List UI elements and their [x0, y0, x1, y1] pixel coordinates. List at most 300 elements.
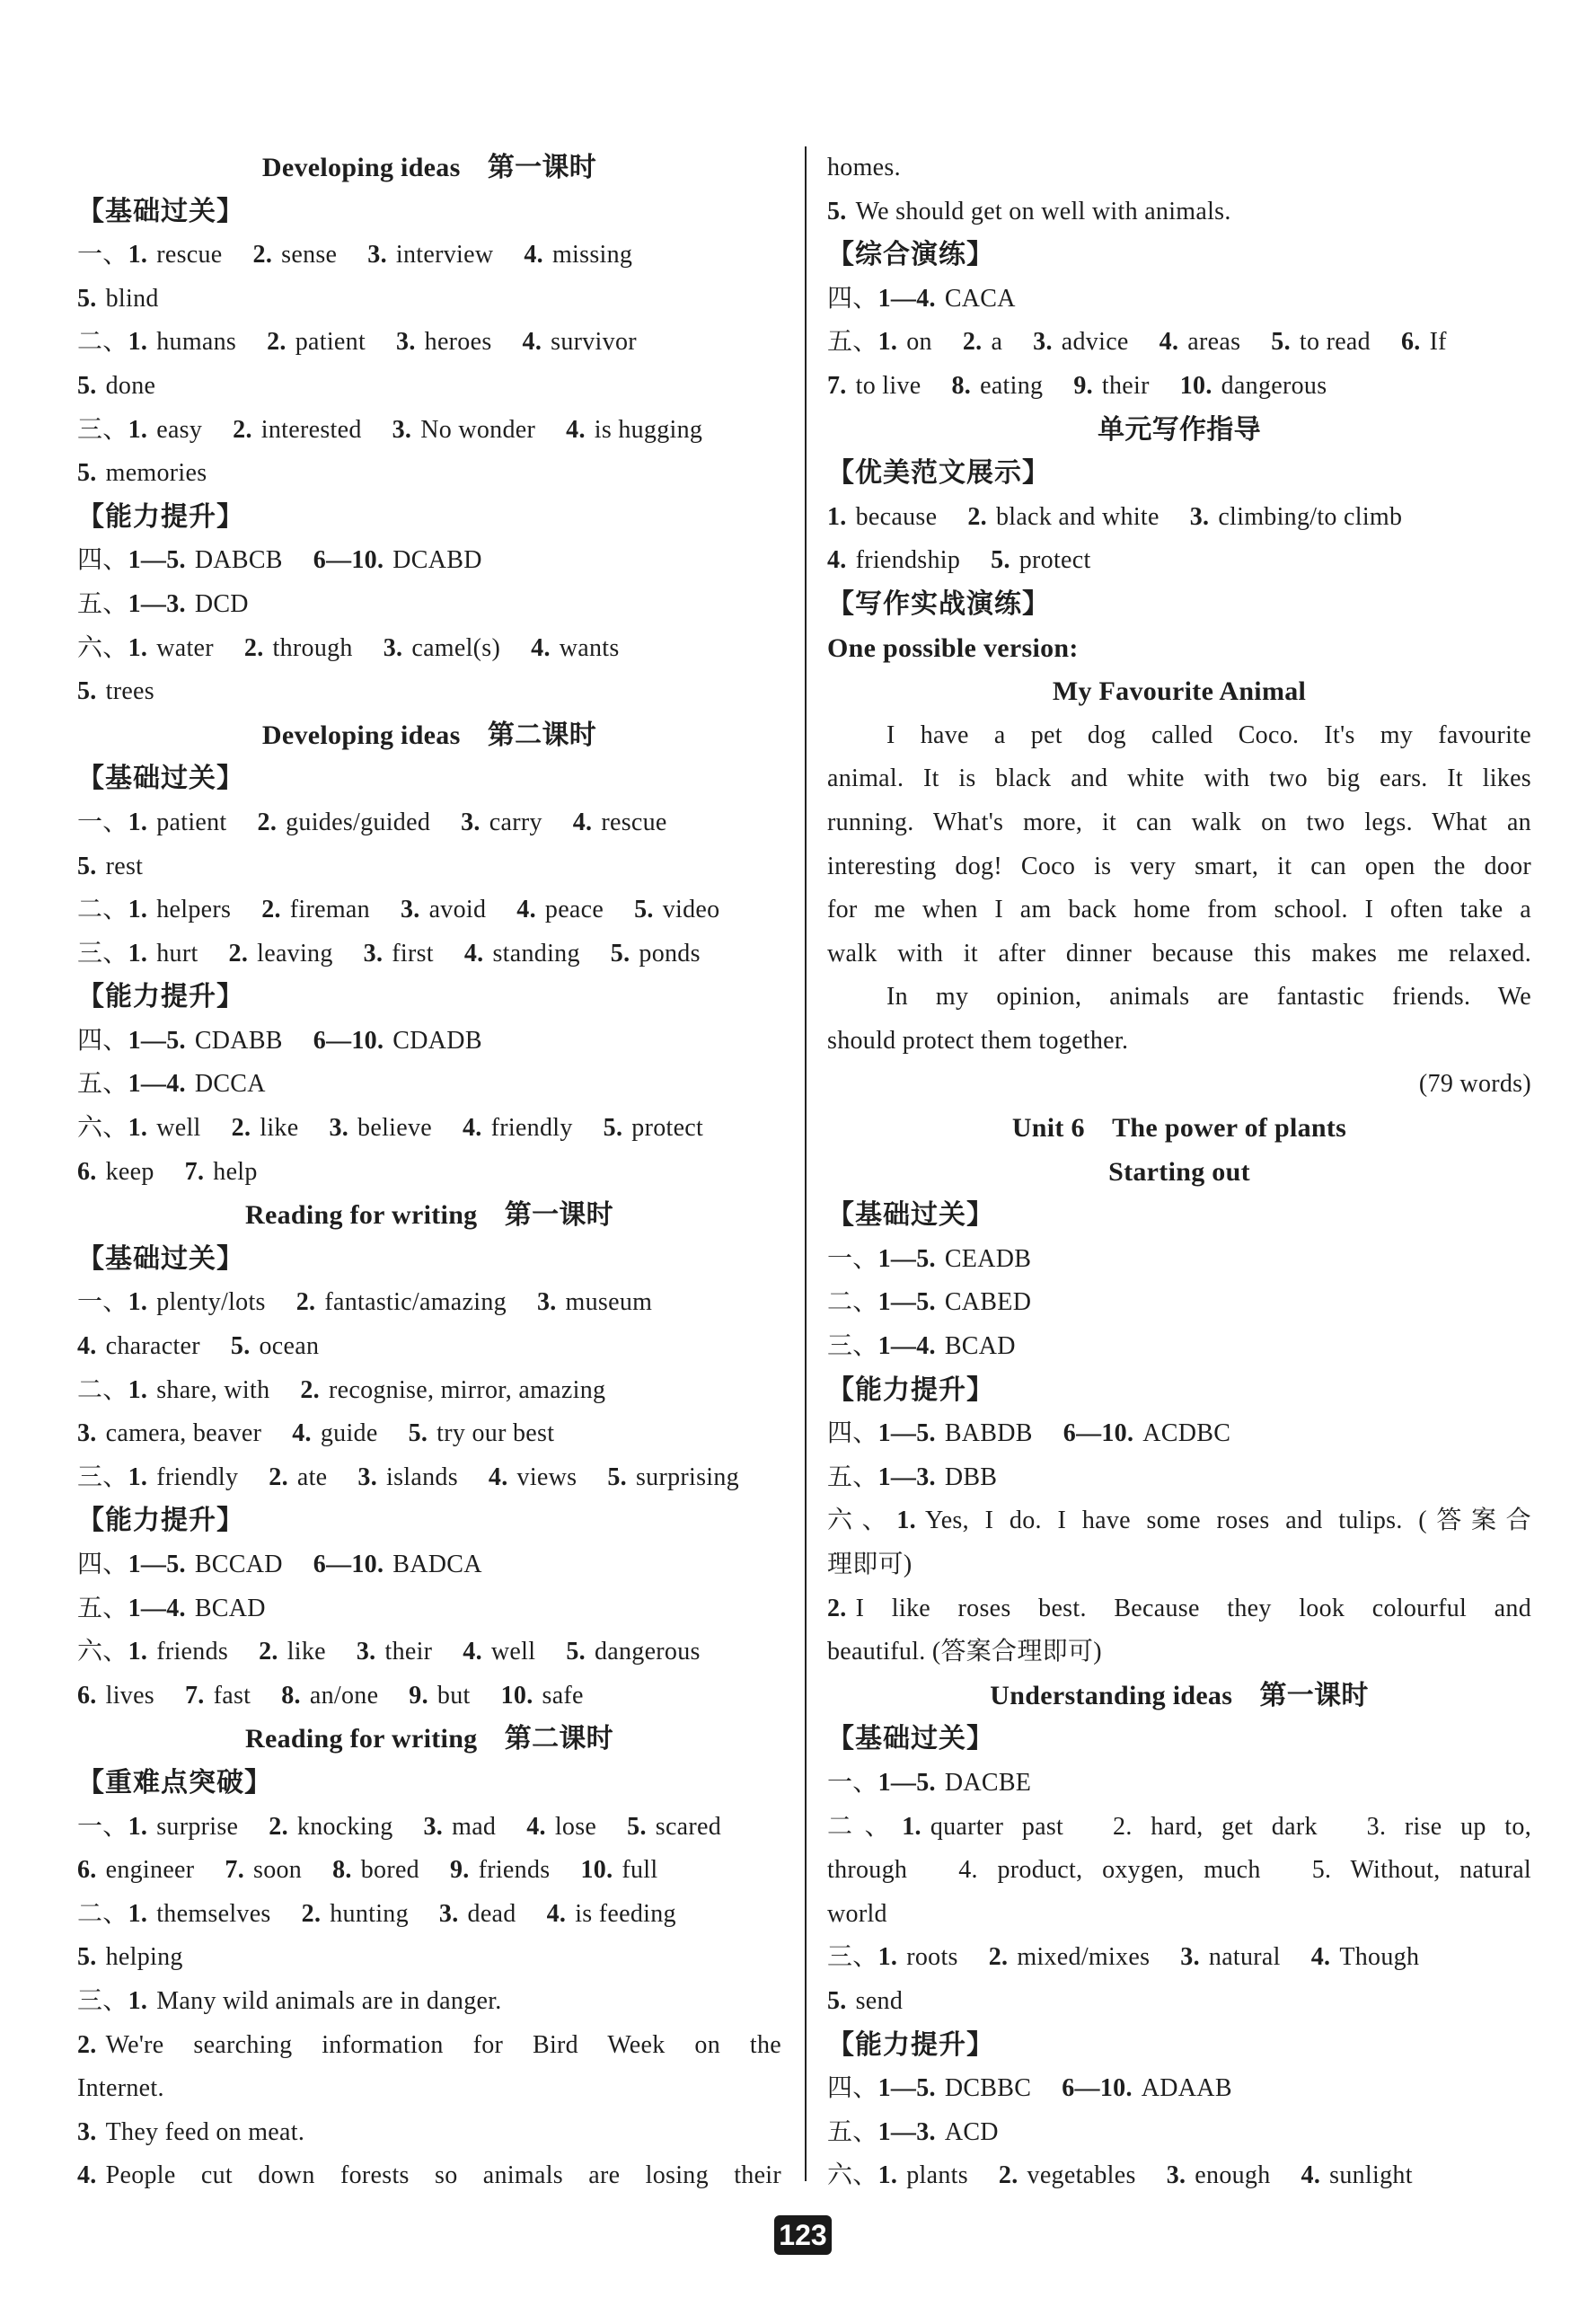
answer-number: 3.	[423, 1812, 444, 1841]
answer-text: roots	[906, 1943, 958, 1972]
question-group-label: 三、	[77, 1462, 128, 1491]
answer-number: 1—5.	[128, 1551, 186, 1578]
answer-number: 3.	[536, 1288, 557, 1317]
answer-item	[611, 932, 701, 976]
answer-item	[77, 1325, 200, 1369]
answer-text: islands	[386, 1462, 458, 1491]
answer-line	[77, 845, 781, 889]
answer-text: guide	[320, 1419, 378, 1448]
answer-number: 1.	[128, 1114, 148, 1143]
answer-number: 2.	[257, 808, 278, 836]
answer-text: like	[287, 1638, 326, 1666]
answer-number: 4.	[77, 1332, 97, 1361]
answer-item	[225, 1849, 302, 1893]
answer-item	[77, 2111, 304, 2155]
answer-text: ocean	[259, 1332, 320, 1361]
answer-number: 5.	[566, 1638, 586, 1666]
answer-line	[827, 1281, 1531, 1325]
question-group-label: 四、	[77, 1026, 128, 1055]
answer-item	[128, 234, 223, 278]
answer-item	[1301, 2154, 1413, 2198]
answer-line	[77, 1543, 781, 1587]
answer-number: 1.	[128, 1288, 148, 1317]
answer-text: BCAD	[944, 1332, 1016, 1361]
answer-line	[77, 1151, 781, 1195]
answer-text: carry	[489, 808, 542, 836]
section-heading: Developing ideas 第二课时	[261, 720, 597, 750]
answer-number: 1—3.	[128, 589, 186, 618]
answer-number: 1—5.	[128, 546, 186, 575]
answer-number: 4.	[1301, 2161, 1321, 2190]
answer-number: 2.	[228, 939, 249, 968]
answer-number: 1—5.	[877, 1244, 936, 1273]
answer-item	[409, 1412, 555, 1456]
answer-number: 3.	[363, 939, 384, 968]
answer-text: bored	[360, 1856, 419, 1885]
exercise-section-label: 【基础过关】	[827, 1200, 994, 1231]
exercise-section-label: 【能力提升】	[827, 1374, 994, 1405]
question-group-label: 五、	[77, 589, 128, 618]
answer-number: 1—4.	[128, 1070, 186, 1099]
answer-number: 2.	[269, 1462, 288, 1491]
answer-line	[77, 1587, 781, 1631]
answer-item	[281, 1675, 378, 1719]
answer-item	[300, 1369, 605, 1413]
answer-number: 2.	[827, 1594, 847, 1622]
answer-number: 7.	[827, 371, 847, 400]
answer-text: fantastic/amazing	[324, 1288, 507, 1317]
answer-text: ate	[296, 1462, 328, 1491]
answer-line	[77, 1849, 781, 1893]
answer-line	[77, 321, 781, 365]
answer-item	[128, 1980, 502, 2024]
answer-item	[409, 1675, 470, 1719]
exercise-section-label: 【优美范文展示】	[827, 458, 1050, 489]
answer-number: 1—3.	[877, 2117, 936, 2146]
answer-text: friends	[156, 1638, 229, 1666]
answer-line: should protect them together.	[827, 1026, 1129, 1055]
answer-line	[827, 1325, 1531, 1369]
answer-item	[526, 1806, 596, 1850]
answer-item	[128, 627, 214, 671]
answer-line	[827, 2111, 1531, 2155]
answer-item	[185, 1675, 251, 1719]
answer-number: 3.	[1166, 2161, 1186, 2190]
exercise-section-label: 【写作实战演练】	[827, 588, 1050, 619]
answer-item	[580, 1849, 657, 1893]
essay-line: walk with it after dinner because this makes me relaxed.	[827, 939, 1531, 968]
answer-item	[464, 932, 580, 976]
answer-line	[77, 452, 781, 496]
answer-number: 1—4.	[877, 1332, 936, 1361]
answer-number: 1.	[827, 502, 847, 531]
answer-number: 4.	[524, 241, 543, 270]
answer-line	[827, 1238, 1531, 1282]
answer-item	[1073, 365, 1149, 409]
answer-item	[332, 1849, 419, 1893]
answer-number: 5.	[610, 939, 630, 968]
answer-item	[878, 1936, 958, 1980]
answer-line: 理即可)	[827, 1551, 913, 1578]
answer-item	[878, 1412, 1033, 1456]
answer-text: CACA	[944, 284, 1016, 313]
answer-number: 5.	[77, 1943, 97, 1972]
answer-text: camera, beaver	[105, 1419, 262, 1448]
answer-item	[329, 1107, 432, 1151]
exercise-section-label: 【综合演练】	[827, 240, 994, 270]
answer-item	[501, 1675, 584, 1719]
answer-item	[963, 321, 1002, 365]
answer-text: plants	[906, 2161, 968, 2190]
answer-number: 6—10.	[1062, 2074, 1133, 2103]
essay-line: In my opinion, animals are fantastic friends. We	[886, 983, 1531, 1012]
question-group-label: 一、	[827, 1244, 878, 1273]
answer-text: CDABB	[194, 1026, 283, 1055]
answer-number: 7.	[185, 1681, 205, 1710]
answer-number: 5.	[827, 1986, 847, 2015]
question-group-label: 五、	[827, 2117, 878, 2146]
answer-text: BCAD	[194, 1594, 266, 1622]
section-heading: Starting out	[1108, 1156, 1250, 1187]
answer-number: 6—10.	[1063, 1419, 1134, 1448]
answer-text: well	[156, 1114, 201, 1143]
answer-number: 5.	[634, 896, 654, 924]
answer-number: 1.	[128, 415, 148, 444]
answer-text: views	[516, 1462, 578, 1491]
exercise-section-label: 【基础过关】	[77, 196, 244, 226]
answer-number: 4.	[546, 1899, 567, 1928]
section-heading: 单元写作指导	[1098, 414, 1261, 445]
answer-item	[604, 1107, 703, 1151]
exercise-section-label: 【重难点突破】	[77, 1767, 272, 1798]
answer-text: patient	[156, 808, 227, 836]
answer-item	[878, 278, 1016, 322]
answer-item	[573, 801, 667, 845]
answer-item	[128, 1806, 239, 1850]
answer-text: wants	[559, 633, 620, 662]
answer-number: 2.	[301, 1899, 322, 1928]
answer-number: 3.	[77, 2117, 97, 2146]
answer-item	[878, 1281, 1032, 1325]
answer-number: 3.	[356, 1638, 376, 1666]
answer-text: done	[105, 371, 156, 400]
answer-number: 3.	[329, 1114, 349, 1143]
answer-item	[827, 190, 1231, 234]
question-group-label: 五、	[827, 328, 878, 357]
answer-number: 3.	[367, 241, 387, 270]
answer-item	[313, 1020, 482, 1064]
answer-text: ACDBC	[1142, 1419, 1231, 1448]
question-group-label: 六、	[827, 1507, 897, 1535]
answer-number: 8.	[281, 1681, 301, 1710]
answer-text: Many wild animals are in danger.	[156, 1986, 502, 2015]
answer-text: on	[906, 328, 932, 357]
answer-item	[229, 932, 333, 976]
answer-text: because	[855, 502, 938, 531]
answer-item	[450, 1849, 550, 1893]
answer-number: 3.	[461, 808, 481, 836]
answer-text: standing	[492, 939, 580, 968]
answer-item	[231, 1325, 319, 1369]
essay-line: I have a pet dog called Coco. It's my favourite	[886, 720, 1531, 749]
answer-text: mad	[452, 1812, 497, 1841]
answer-item	[128, 1281, 266, 1325]
answer-item	[1190, 496, 1403, 540]
answer-line	[77, 1630, 781, 1675]
answer-text: sense	[281, 241, 338, 270]
answer-number: 2.	[267, 328, 287, 357]
answer-line	[77, 583, 781, 627]
answer-item	[1033, 321, 1128, 365]
answer-line	[77, 365, 781, 409]
answer-item	[827, 539, 960, 583]
answer-text: DABCB	[194, 546, 283, 575]
answer-number: 1.	[877, 2161, 898, 2190]
answer-line	[827, 2067, 1531, 2111]
answer-item	[566, 409, 702, 453]
answer-number: 1.	[896, 1507, 916, 1535]
exercise-section-label: 【能力提升】	[77, 1506, 244, 1536]
answer-item	[424, 1806, 497, 1850]
answer-item	[878, 2111, 999, 2155]
answer-item	[392, 409, 536, 453]
answer-line	[827, 2154, 1531, 2198]
answer-number: 1.	[128, 633, 148, 662]
answer-number: 6—10.	[313, 1551, 384, 1578]
answer-number: 6.	[77, 1157, 97, 1186]
answer-text: DBB	[944, 1462, 998, 1491]
answer-text: fireman	[289, 896, 370, 924]
answer-number: 2.	[231, 1114, 251, 1143]
answer-line	[77, 1107, 781, 1151]
answer-number: 1—4.	[877, 284, 936, 313]
answer-item	[357, 1456, 458, 1500]
question-group-label: 三、	[77, 1986, 128, 2015]
answer-item	[77, 452, 207, 496]
answer-text: DACBE	[944, 1768, 1032, 1797]
answer-item	[128, 321, 237, 365]
answer-number: 3.	[383, 633, 403, 662]
answer-text: museum	[565, 1288, 653, 1317]
answer-item	[999, 2154, 1136, 2198]
question-group-label: 六、	[77, 1638, 128, 1666]
answer-line	[77, 1412, 781, 1456]
answer-item	[296, 1281, 507, 1325]
answer-number: 1—5.	[128, 1026, 186, 1055]
question-group-label: 三、	[77, 939, 128, 968]
answer-number: 6.	[77, 1856, 97, 1885]
answer-text: rescue	[601, 808, 667, 836]
answer-number: 4.	[522, 328, 542, 357]
answer-text: We should get on well with animals.	[855, 197, 1231, 225]
answer-line	[77, 1893, 781, 1937]
answer-text: CDADB	[392, 1026, 482, 1055]
question-group-label: 四、	[827, 284, 878, 313]
answer-number: 4.	[526, 1812, 546, 1841]
question-group-label: 二、	[77, 1375, 128, 1404]
answer-text: but	[436, 1681, 471, 1710]
question-group-label: 四、	[77, 546, 128, 575]
question-group-label: 五、	[77, 1070, 128, 1099]
answer-item	[1180, 365, 1327, 409]
answer-text: climbing/to climb	[1218, 502, 1403, 531]
answer-text: missing	[551, 241, 633, 270]
answer-number: 9.	[450, 1856, 470, 1885]
answer-text: Though	[1339, 1943, 1420, 1972]
answer-text: help	[213, 1157, 258, 1186]
answer-item	[128, 1369, 270, 1413]
answer-text: CABED	[944, 1288, 1032, 1317]
answer-item	[77, 1412, 261, 1456]
answer-line	[77, 1456, 781, 1500]
answer-item	[827, 365, 921, 409]
answer-number: 5.	[77, 852, 97, 880]
answer-number: 2.	[252, 241, 273, 270]
answer-text: friendly	[490, 1114, 573, 1143]
answer-text: black and white	[995, 502, 1160, 531]
answer-number: 1.	[128, 939, 148, 968]
answer-text: BABDB	[944, 1419, 1033, 1448]
answer-item	[77, 1936, 183, 1980]
answer-text: DCABD	[392, 546, 482, 575]
answer-item	[439, 1893, 516, 1937]
answer-number: 5.	[77, 677, 97, 706]
answer-line	[77, 278, 781, 322]
answer-text: friendship	[855, 546, 961, 575]
question-group-label: 二、	[827, 1812, 903, 1841]
question-group-label: 四、	[827, 2074, 878, 2103]
answer-number: 2.	[295, 1288, 316, 1317]
answer-text: advice	[1061, 328, 1129, 357]
answer-number: 9.	[1073, 371, 1093, 400]
answer-line	[77, 1806, 781, 1850]
answer-number: 1.	[128, 1986, 148, 2015]
left-column	[77, 146, 781, 2198]
answer-number: 1—4.	[128, 1594, 186, 1622]
answer-item	[878, 1238, 1032, 1282]
answer-text: their	[1101, 371, 1150, 400]
answer-number: 1—5.	[877, 1419, 936, 1448]
question-group-label: 二、	[77, 896, 128, 924]
answer-text: guides/guided	[286, 808, 431, 836]
answer-text: BADCA	[392, 1551, 482, 1578]
exercise-section-label: 【基础过关】	[77, 764, 244, 794]
answer-text: ADAAB	[1141, 2074, 1232, 2103]
answer-line	[77, 888, 781, 932]
answer-number: 2.	[259, 1638, 278, 1666]
exercise-section-label: 【能力提升】	[827, 2029, 994, 2060]
answer-number: 1.	[128, 1899, 148, 1928]
answer-text: If	[1429, 328, 1447, 357]
answer-number: 1.	[128, 1375, 148, 1404]
answer-number: 4.	[1159, 328, 1179, 357]
answer-item	[461, 801, 542, 845]
answer-number: 5.	[77, 459, 97, 488]
essay-line: running. What's more, it can walk on two legs. What an	[827, 808, 1531, 836]
answer-number: 2.	[300, 1375, 320, 1404]
answer-item	[878, 1762, 1032, 1806]
answer-number: 1—3.	[877, 1462, 936, 1491]
answer-item	[128, 409, 203, 453]
answer-text: We're searching information for Bird Week on the	[105, 2030, 781, 2059]
answer-item	[547, 1893, 676, 1937]
answer-line	[77, 670, 781, 714]
answer-line	[827, 539, 1531, 583]
essay-line: animal. It is black and white with two big ears. It likes	[827, 764, 1531, 793]
answer-item	[128, 932, 198, 976]
answer-item	[878, 321, 932, 365]
answer-text: memories	[105, 459, 207, 488]
answer-text: through	[272, 633, 353, 662]
answer-text: soon	[253, 1856, 303, 1885]
answer-line	[77, 627, 781, 671]
question-group-label: 六、	[77, 1114, 128, 1143]
answer-line	[827, 1936, 1531, 1980]
answer-line	[827, 1762, 1531, 1806]
answer-item	[634, 888, 719, 932]
answer-text: avoid	[428, 896, 487, 924]
answer-item	[878, 1325, 1016, 1369]
answer-item	[128, 1107, 201, 1151]
answer-line: homes.	[827, 154, 901, 181]
question-group-label: 一、	[77, 1288, 128, 1317]
answer-number: 5.	[627, 1812, 647, 1841]
answer-number: 1.	[128, 328, 148, 357]
question-group-label: 六、	[77, 633, 128, 662]
answer-item	[384, 627, 500, 671]
answer-item	[463, 1107, 573, 1151]
answer-number: 6—10.	[313, 1026, 384, 1055]
question-group-label: 三、	[77, 415, 128, 444]
answer-line	[77, 1063, 781, 1107]
answer-item	[302, 1893, 409, 1937]
section-heading: Reading for writing 第一课时	[245, 1200, 613, 1231]
answer-line	[77, 1675, 781, 1719]
answer-text: easy	[156, 415, 203, 444]
answer-number: 2.	[261, 896, 281, 924]
answer-number: 2.	[269, 1812, 288, 1841]
answer-text: I like roses best. Because they look colourful and	[855, 1594, 1531, 1622]
answer-line	[827, 190, 1531, 234]
answer-number: 1—5.	[877, 2074, 936, 2103]
answer-line	[77, 2024, 781, 2068]
answer-number: 7.	[184, 1157, 205, 1186]
answer-item	[253, 234, 338, 278]
answer-line	[827, 1587, 1531, 1631]
question-group-label: 二、	[77, 1899, 128, 1928]
answer-text: dangerous	[1221, 371, 1327, 400]
answer-number: 2.	[962, 328, 983, 357]
answer-number: 4.	[77, 2161, 97, 2190]
answer-item	[878, 2154, 968, 2198]
answer-number: 4.	[531, 633, 551, 662]
answer-item	[77, 365, 155, 409]
answer-text: areas	[1187, 328, 1241, 357]
answer-number: 5.	[77, 284, 97, 313]
answer-text: water	[156, 633, 214, 662]
answer-item	[989, 1936, 1151, 1980]
answer-number: 5.	[991, 546, 1010, 575]
answer-text: video	[662, 896, 720, 924]
answer-item	[967, 496, 1159, 540]
answer-text: hunting	[330, 1899, 409, 1928]
answer-text: lives	[105, 1681, 154, 1710]
answer-text: DCBBC	[944, 2074, 1032, 2103]
answer-number: 6—10.	[313, 546, 384, 575]
answer-number: 4.	[516, 896, 536, 924]
answer-number: 1.	[128, 1638, 148, 1666]
answer-text: believe	[357, 1114, 432, 1143]
